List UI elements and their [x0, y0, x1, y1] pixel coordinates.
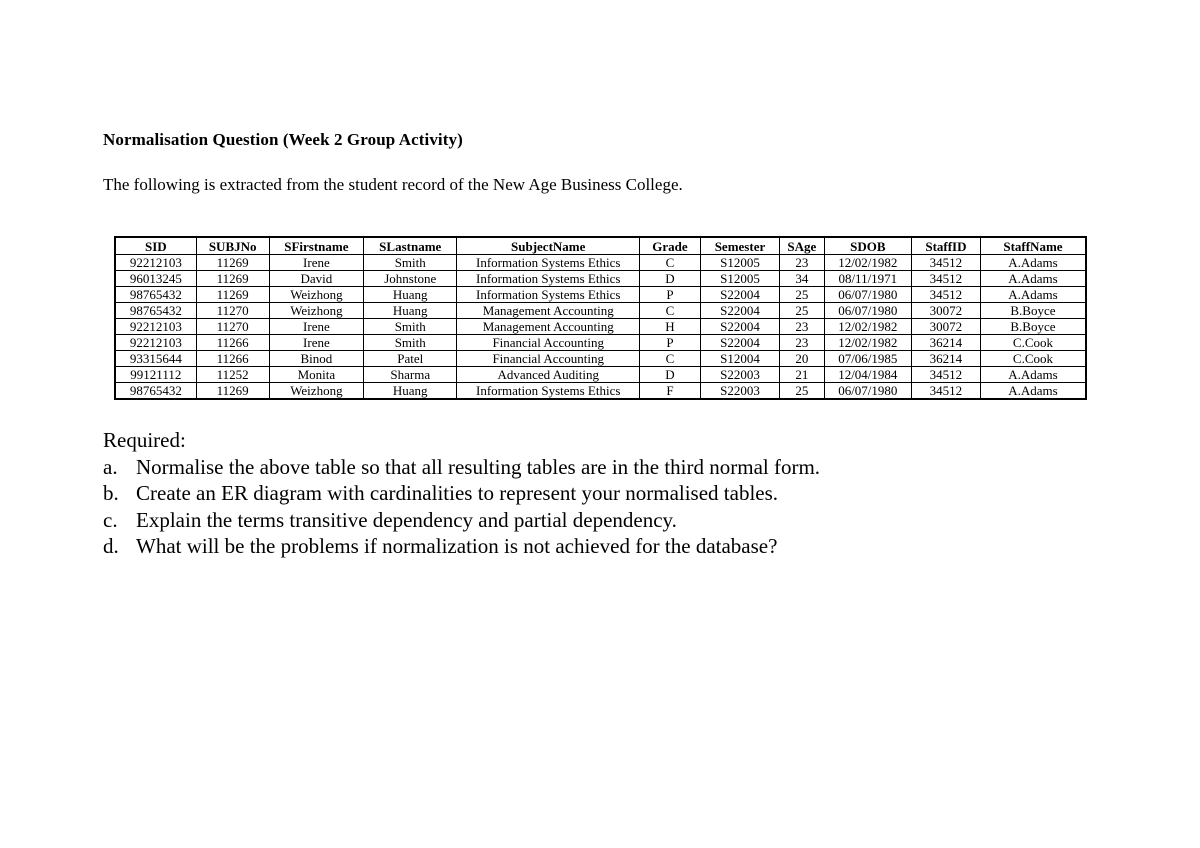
table-row — [115, 367, 1086, 383]
column-header: SubjectName — [457, 237, 640, 255]
column-header: SFirstname — [269, 237, 363, 255]
table-cell: 25 — [780, 383, 825, 400]
table-cell: 06/07/1980 — [824, 287, 911, 303]
table-row — [115, 303, 1086, 319]
table-cell: Huang — [364, 383, 457, 400]
table-row — [115, 287, 1086, 303]
required-item — [103, 480, 820, 507]
table-cell: 92212103 — [115, 335, 196, 351]
table-cell: S22004 — [700, 303, 779, 319]
required-item-text: Explain the terms transitive dependency and partial dependency. — [136, 507, 677, 532]
table-cell: 25 — [780, 287, 825, 303]
table-cell: 34512 — [911, 271, 980, 287]
table-row — [115, 271, 1086, 287]
required-heading: Required: — [103, 428, 186, 452]
table-cell: 23 — [780, 255, 825, 271]
required-item-letter: b. — [103, 481, 119, 505]
table-cell: A.Adams — [980, 367, 1086, 383]
table-cell: A.Adams — [980, 255, 1086, 271]
table-cell: 11270 — [196, 319, 269, 335]
table-cell: 36214 — [911, 335, 980, 351]
table-cell: 98765432 — [115, 287, 196, 303]
table-cell: C.Cook — [980, 335, 1086, 351]
table-header-row — [115, 237, 1086, 255]
table-cell: A.Adams — [980, 287, 1086, 303]
table-cell: 34512 — [911, 287, 980, 303]
table-cell: 34512 — [911, 367, 980, 383]
table-cell: 12/04/1984 — [824, 367, 911, 383]
table-cell: C — [640, 255, 701, 271]
table-cell: D — [640, 367, 701, 383]
table-cell: 23 — [780, 319, 825, 335]
table-cell: Weizhong — [269, 287, 363, 303]
table-cell: Huang — [364, 287, 457, 303]
table-cell: Smith — [364, 319, 457, 335]
required-item-text: Create an ER diagram with cardinalities to represent your normalised tables. — [136, 481, 779, 505]
required-item-letter: d. — [103, 534, 119, 558]
student-record-table — [114, 236, 1087, 400]
table-cell: 20 — [780, 351, 825, 367]
column-header: Grade — [640, 237, 701, 255]
table-cell: Information Systems Ethics — [457, 271, 640, 287]
table-cell: David — [269, 271, 363, 287]
table-row — [115, 319, 1086, 335]
column-header: Semester — [700, 237, 779, 255]
required-section — [103, 427, 820, 560]
table-cell: C.Cook — [980, 351, 1086, 367]
table-cell: S22004 — [700, 319, 779, 335]
table-cell: 11266 — [196, 335, 269, 351]
table-cell: 07/06/1985 — [824, 351, 911, 367]
table-cell: Irene — [269, 255, 363, 271]
table-cell: Management Accounting — [457, 319, 640, 335]
table-cell: Huang — [364, 303, 457, 319]
table-cell: S22004 — [700, 287, 779, 303]
table-cell: F — [640, 383, 701, 400]
column-header: SID — [115, 237, 196, 255]
table-cell: Binod — [269, 351, 363, 367]
table-cell: Smith — [364, 335, 457, 351]
required-item-text: Normalise the above table so that all resulting tables are in the third normal form. — [136, 454, 821, 479]
table-cell: 99121112 — [115, 367, 196, 383]
table-cell: 11270 — [196, 303, 269, 319]
column-header: StaffName — [980, 237, 1086, 255]
table-cell: 21 — [780, 367, 825, 383]
table-cell: 11269 — [196, 271, 269, 287]
required-item — [103, 507, 820, 534]
table-cell: A.Adams — [980, 271, 1086, 287]
table-cell: Patel — [364, 351, 457, 367]
table-cell: S12005 — [700, 271, 779, 287]
document-title: Normalisation Question (Week 2 Group Activity) — [103, 130, 463, 149]
table-cell: Sharma — [364, 367, 457, 383]
column-header: SUBJNo — [196, 237, 269, 255]
table-cell: 92212103 — [115, 255, 196, 271]
table-cell: S12004 — [700, 351, 779, 367]
table-cell: 34 — [780, 271, 825, 287]
table-cell: B.Boyce — [980, 319, 1086, 335]
table-cell: B.Boyce — [980, 303, 1086, 319]
table-cell: 92212103 — [115, 319, 196, 335]
table-row — [115, 335, 1086, 351]
table-cell: 30072 — [911, 303, 980, 319]
table-cell: Information Systems Ethics — [457, 287, 640, 303]
table-cell: 30072 — [911, 319, 980, 335]
required-item-text: What will be the problems if normalization is not achieved for the database? — [136, 534, 778, 558]
column-header: SLastname — [364, 237, 457, 255]
table-cell: Management Accounting — [457, 303, 640, 319]
table-cell: S22003 — [700, 383, 779, 400]
table-cell: Financial Accounting — [457, 335, 640, 351]
table-body — [115, 255, 1086, 400]
column-header: SDOB — [824, 237, 911, 255]
table-cell: S22004 — [700, 335, 779, 351]
table-cell: Irene — [269, 335, 363, 351]
table-cell: 23 — [780, 335, 825, 351]
table-cell: 11269 — [196, 383, 269, 400]
table-cell: P — [640, 335, 701, 351]
table-cell: Smith — [364, 255, 457, 271]
table-cell: Johnstone — [364, 271, 457, 287]
table-cell: 96013245 — [115, 271, 196, 287]
table-cell: C — [640, 303, 701, 319]
table-cell: D — [640, 271, 701, 287]
table-cell: 12/02/1982 — [824, 255, 911, 271]
intro-paragraph: The following is extracted from the student record of the New Age Business College. — [103, 175, 683, 194]
table-cell: A.Adams — [980, 383, 1086, 400]
table-cell: Financial Accounting — [457, 351, 640, 367]
table-cell: 06/07/1980 — [824, 383, 911, 400]
required-item-letter: c. — [103, 507, 118, 532]
required-item — [103, 454, 820, 481]
table-row — [115, 351, 1086, 367]
table-cell: 11266 — [196, 351, 269, 367]
required-list — [103, 454, 820, 560]
table-cell: 34512 — [911, 255, 980, 271]
table-cell: 11269 — [196, 287, 269, 303]
table-cell: 93315644 — [115, 351, 196, 367]
table-cell: Information Systems Ethics — [457, 255, 640, 271]
table-cell: Advanced Auditing — [457, 367, 640, 383]
table-cell: Information Systems Ethics — [457, 383, 640, 400]
table-cell: 11252 — [196, 367, 269, 383]
table-cell: 25 — [780, 303, 825, 319]
table-row — [115, 255, 1086, 271]
required-item — [103, 533, 820, 560]
table-cell: Weizhong — [269, 303, 363, 319]
table-cell: 12/02/1982 — [824, 319, 911, 335]
column-header: StaffID — [911, 237, 980, 255]
table-cell: H — [640, 319, 701, 335]
table-cell: 12/02/1982 — [824, 335, 911, 351]
table-cell: 36214 — [911, 351, 980, 367]
table-cell: 11269 — [196, 255, 269, 271]
table-cell: 98765432 — [115, 303, 196, 319]
table-cell: Irene — [269, 319, 363, 335]
table-cell: 08/11/1971 — [824, 271, 911, 287]
table-row — [115, 383, 1086, 400]
table-cell: P — [640, 287, 701, 303]
table-cell: S22003 — [700, 367, 779, 383]
table-cell: Weizhong — [269, 383, 363, 400]
required-item-letter: a. — [103, 454, 118, 479]
table-cell: 06/07/1980 — [824, 303, 911, 319]
table-cell: 98765432 — [115, 383, 196, 400]
column-header: SAge — [780, 237, 825, 255]
table-cell: Monita — [269, 367, 363, 383]
table-cell: 34512 — [911, 383, 980, 400]
table-cell: S12005 — [700, 255, 779, 271]
table-cell: C — [640, 351, 701, 367]
